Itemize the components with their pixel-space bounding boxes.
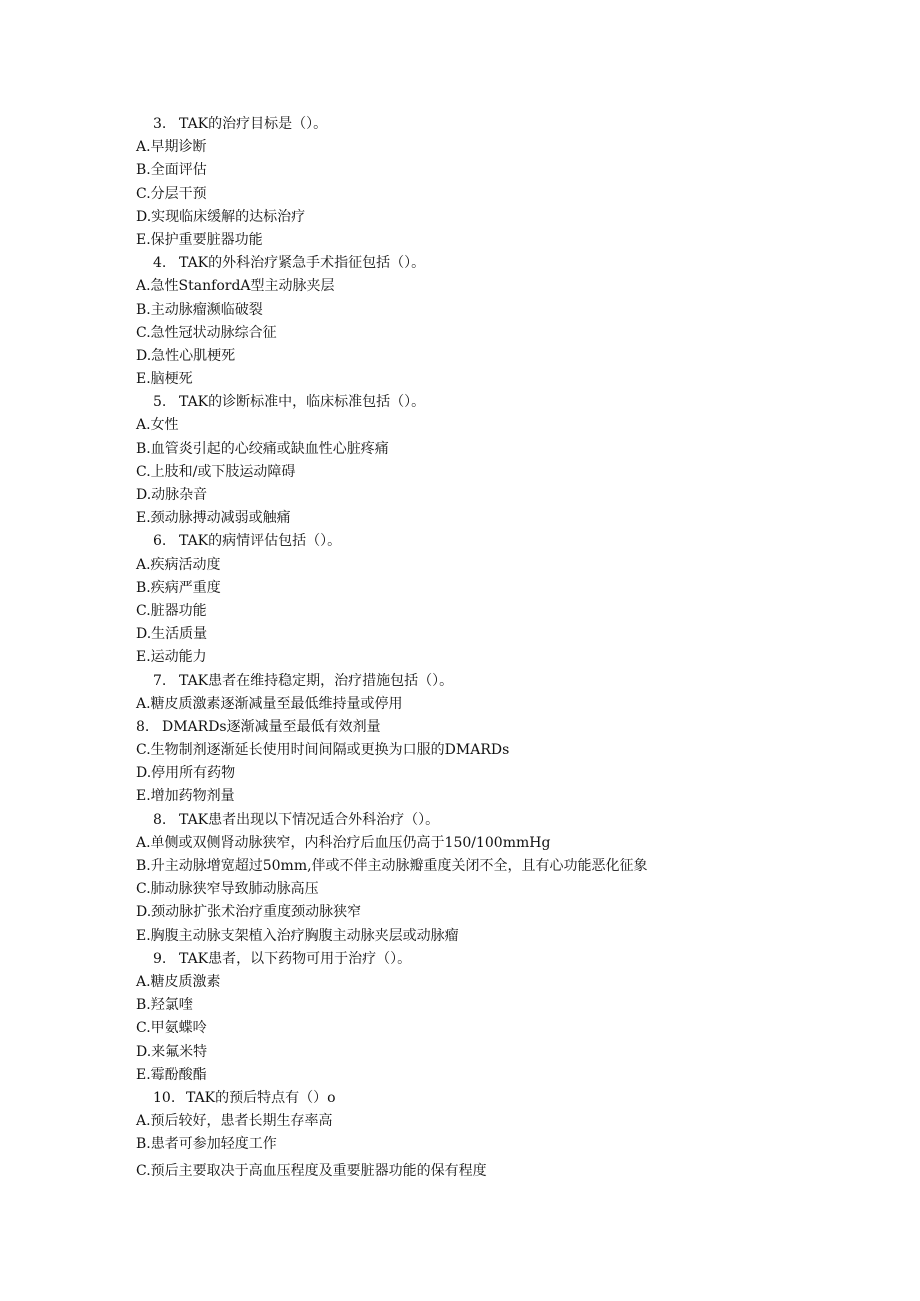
question-number: 10.	[153, 1089, 176, 1106]
option-c: C.分层干预	[136, 185, 207, 202]
option-e: E.颈动脉搏动减弱或触痛	[136, 510, 291, 527]
option-d: D.颈动脉扩张术治疗重度颈动脉狭窄	[136, 904, 362, 921]
question-10	[136, 1087, 836, 1110]
option-b: B.血管炎引起的心绞痛或缺血性心脏疼痛	[136, 440, 389, 457]
option-a: A.预后较好，患者长期生存率高	[136, 1113, 333, 1130]
option-d: D.实现临床缓解的达标治疗	[136, 208, 306, 225]
option-d: D.生活质量	[136, 626, 208, 643]
question-list	[136, 113, 836, 1184]
question-text: TAK的外科治疗紧急手术指征包括（）。	[179, 255, 426, 272]
option-a: A.急性StanfordA型主动脉夹层	[136, 278, 335, 295]
option-d: D.停用所有药物	[136, 765, 236, 782]
question-text: TAK的诊断标准中，临床标准包括（）。	[179, 394, 426, 411]
option-e: E.霉酚酸酯	[136, 1066, 207, 1083]
question-number: 3.	[153, 116, 167, 132]
question-number: 7.	[153, 672, 167, 689]
option-c: C.脏器功能	[136, 602, 207, 619]
question-text: TAK的病情评估包括（）。	[179, 533, 342, 550]
question-number: 5.	[153, 394, 167, 411]
question-text: TAK患者在维持稳定期，治疗措施包括（）。	[179, 672, 454, 689]
option-b: B.主动脉瘤濒临破裂	[136, 301, 263, 318]
option-a: A.女性	[136, 417, 179, 434]
question-number: 6.	[153, 533, 167, 550]
option-b: B.升主动脉增宽超过50mm,伴或不伴主动脉瓣重度关闭不全，且有心功能恶化征象	[136, 858, 648, 874]
option-a: A.糖皮质激素	[136, 973, 221, 990]
option-c: C.预后主要取决于高血压程度及重要脏器功能的保有程度	[136, 1163, 487, 1180]
option-b: B.疾病严重度	[136, 579, 221, 596]
question-6	[136, 530, 836, 553]
option-a: A.早期诊断	[136, 139, 207, 156]
option-c: C.急性冠状动脉综合征	[136, 324, 277, 341]
question-8	[136, 809, 836, 832]
question-text: DMARDs逐渐减量至最低有效剂量	[162, 718, 381, 735]
option-e: E.增加药物剂量	[136, 788, 235, 805]
option-d: D.来氟米特	[136, 1043, 208, 1060]
option-c: C.肺动脉狭窄导致肺动脉高压	[136, 881, 319, 898]
option-e: E.胸腹主动脉支架植入治疗胸腹主动脉夹层或动脉瘤	[136, 927, 459, 944]
option-b: B.全面评估	[136, 162, 207, 179]
question-9	[136, 948, 836, 971]
option-c: C.上肢和/或下肢运动障碍	[136, 463, 296, 480]
option-a: A.疾病活动度	[136, 556, 221, 573]
question-number: 4.	[153, 255, 167, 272]
option-a: A.糖皮质激素逐渐减量至最低维持量或停用	[136, 695, 403, 712]
question-text: TAK的预后特点有（）o	[186, 1089, 336, 1106]
option-d: D.急性心肌梗死	[136, 347, 236, 364]
option-b: B.羟氯喹	[136, 997, 193, 1014]
option-b: B.患者可参加轻度工作	[136, 1136, 277, 1153]
question-5	[136, 391, 836, 414]
question-number: 8.	[136, 718, 150, 735]
question-4	[136, 252, 836, 275]
question-text: TAK的治疗目标是（）。	[179, 116, 328, 132]
question-7	[136, 670, 836, 693]
option-e: E.保护重要脏器功能	[136, 231, 263, 248]
option-c: C.甲氨蝶呤	[136, 1020, 207, 1037]
question-3	[136, 113, 836, 136]
question-text: TAK患者，以下药物可用于治疗（）。	[179, 950, 412, 967]
option-c: C.生物制剂逐渐延长使用时间间隔或更换为口服的DMARDs	[136, 742, 510, 759]
question-text: TAK患者出现以下情况适合外科治疗（）。	[179, 811, 440, 828]
option-a: A.单侧或双侧肾动脉狭窄，内科治疗后血压仍高于150/100mmHg	[136, 834, 551, 851]
question-number: 9.	[153, 950, 167, 967]
question-8-dmards	[136, 716, 836, 739]
option-e: E.运动能力	[136, 649, 207, 666]
option-d: D.动脉杂音	[136, 487, 208, 503]
question-number: 8.	[153, 811, 167, 828]
option-e: E.脑梗死	[136, 371, 193, 388]
